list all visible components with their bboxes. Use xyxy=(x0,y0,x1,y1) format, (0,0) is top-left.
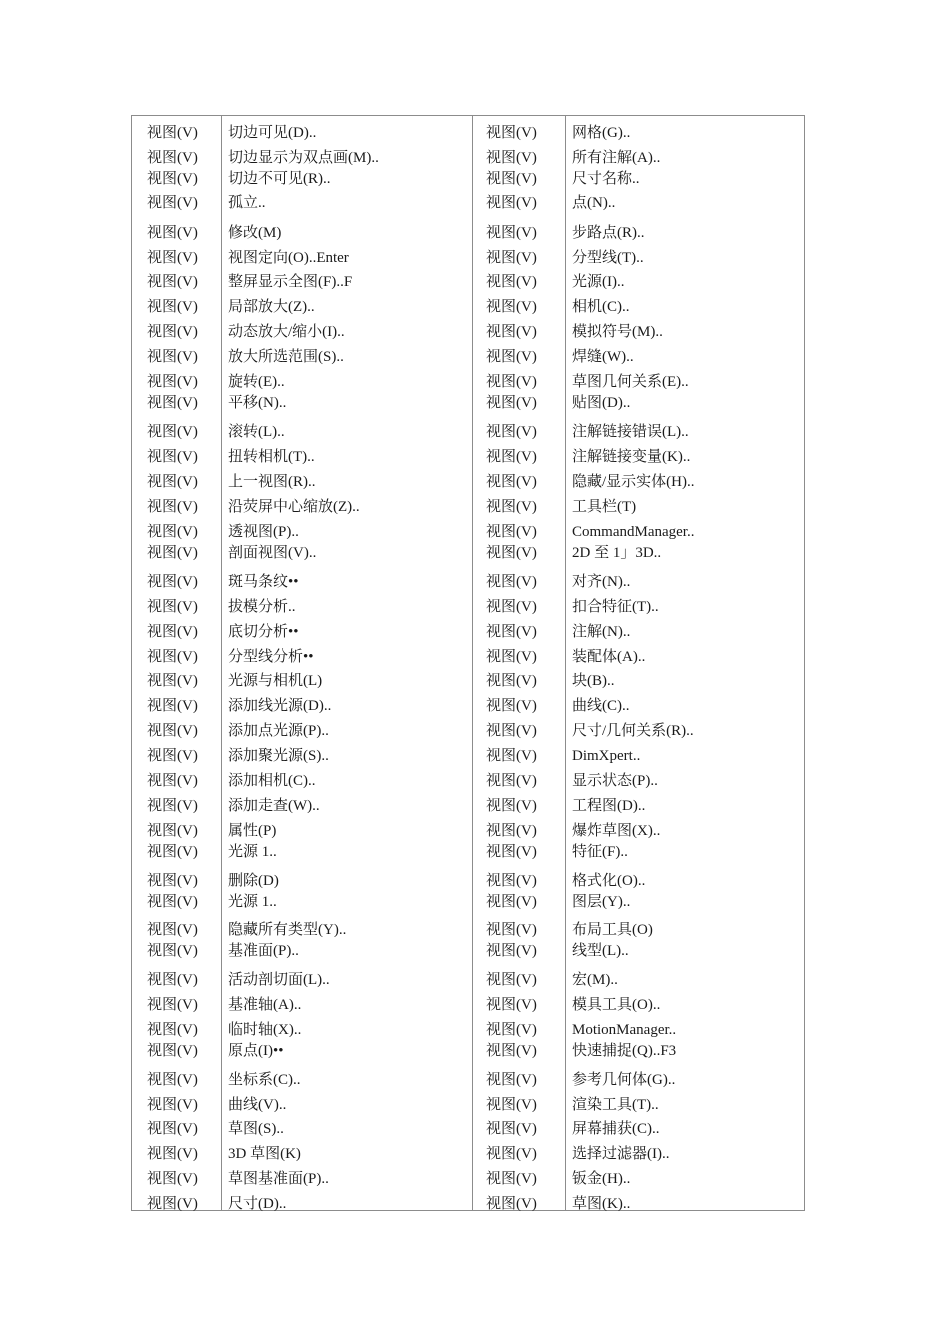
menu-cell: 视图(V) xyxy=(486,449,537,465)
menu-cell: 视图(V) xyxy=(147,1171,198,1187)
command-cell: 隐藏所有类型(Y).. xyxy=(228,922,347,938)
table-row xyxy=(132,1041,804,1061)
menu-cell: 视图(V) xyxy=(486,798,537,814)
command-cell: 注解链接变量(K).. xyxy=(572,449,691,465)
command-cell: 曲线(C).. xyxy=(572,698,630,714)
menu-cell: 视图(V) xyxy=(486,599,537,615)
command-cell: 旋转(E).. xyxy=(228,374,285,390)
menu-cell: 视图(V) xyxy=(147,1097,198,1113)
menu-cell: 视图(V) xyxy=(147,599,198,615)
table-row xyxy=(132,1194,804,1214)
menu-cell: 视图(V) xyxy=(147,673,198,689)
table-row xyxy=(132,497,804,517)
table-row xyxy=(132,622,804,642)
command-cell: 切边不可见(R).. xyxy=(228,171,331,187)
command-cell: 草图(S).. xyxy=(228,1121,284,1137)
command-cell: 光源 1.. xyxy=(228,844,277,860)
command-cell: CommandManager.. xyxy=(572,524,695,540)
menu-cell: 视图(V) xyxy=(486,545,537,561)
command-cell: 特征(F).. xyxy=(572,844,628,860)
table-row xyxy=(132,123,804,143)
menu-cell: 视图(V) xyxy=(486,324,537,340)
menu-cell: 视图(V) xyxy=(147,1072,198,1088)
command-cell: 渲染工具(T).. xyxy=(572,1097,659,1113)
menu-cell: 视图(V) xyxy=(147,424,198,440)
command-cell: MotionManager.. xyxy=(572,1022,677,1038)
menu-cell: 视图(V) xyxy=(486,972,537,988)
command-cell: 切边可见(D).. xyxy=(228,125,317,141)
table-row xyxy=(132,447,804,467)
table-row xyxy=(132,297,804,317)
command-cell: 宏(M).. xyxy=(572,972,618,988)
command-cell: 草图几何关系(E).. xyxy=(572,374,689,390)
menu-cell: 视图(V) xyxy=(147,324,198,340)
table-row xyxy=(132,522,804,542)
command-cell: 添加相机(C).. xyxy=(228,773,316,789)
command-cell: 块(B).. xyxy=(572,673,615,689)
menu-cell: 视图(V) xyxy=(486,1097,537,1113)
command-cell: 滚转(L).. xyxy=(228,424,285,440)
table-row xyxy=(132,647,804,667)
menu-cell: 视图(V) xyxy=(486,1043,537,1059)
command-cell: 基准面(P).. xyxy=(228,943,299,959)
menu-cell: 视图(V) xyxy=(486,1196,537,1212)
table-row xyxy=(132,721,804,741)
command-cell: 孤立.. xyxy=(228,195,266,211)
shortcut-table xyxy=(131,115,805,1211)
table-row xyxy=(132,543,804,563)
command-cell: 放大所选范围(S).. xyxy=(228,349,344,365)
command-cell: 对齐(N).. xyxy=(572,574,631,590)
command-cell: 原点(I)•• xyxy=(228,1043,284,1059)
command-cell: 格式化(O).. xyxy=(572,873,646,889)
command-cell: DimXpert.. xyxy=(572,748,641,764)
command-cell: 隐藏/显示实体(H).. xyxy=(572,474,695,490)
table-row xyxy=(132,322,804,342)
menu-cell: 视图(V) xyxy=(147,1196,198,1212)
menu-cell: 视图(V) xyxy=(486,524,537,540)
menu-cell: 视图(V) xyxy=(147,374,198,390)
table-row xyxy=(132,1070,804,1090)
command-cell: 拔模分析.. xyxy=(228,599,296,615)
table-row xyxy=(132,771,804,791)
menu-cell: 视图(V) xyxy=(147,474,198,490)
command-cell: 步路点(R).. xyxy=(572,225,645,241)
command-cell: 分型线(T).. xyxy=(572,250,644,266)
command-cell: 爆炸草图(X).. xyxy=(572,823,661,839)
command-cell: 斑马条纹•• xyxy=(228,574,299,590)
menu-cell: 视图(V) xyxy=(147,972,198,988)
table-row xyxy=(132,372,804,392)
menu-cell: 视图(V) xyxy=(486,997,537,1013)
command-cell: 添加线光源(D).. xyxy=(228,698,332,714)
menu-cell: 视图(V) xyxy=(486,250,537,266)
command-cell: 添加点光源(P).. xyxy=(228,723,329,739)
menu-cell: 视图(V) xyxy=(486,499,537,515)
menu-cell: 视图(V) xyxy=(486,673,537,689)
menu-cell: 视图(V) xyxy=(147,1121,198,1137)
menu-cell: 视图(V) xyxy=(486,171,537,187)
command-cell: 屏幕捕获(C).. xyxy=(572,1121,660,1137)
command-cell: 模拟符号(M).. xyxy=(572,324,663,340)
command-cell: 钣金(H).. xyxy=(572,1171,631,1187)
menu-cell: 视图(V) xyxy=(486,474,537,490)
menu-cell: 视图(V) xyxy=(486,698,537,714)
menu-cell: 视图(V) xyxy=(147,894,198,910)
command-cell: 光源与相机(L) xyxy=(228,673,323,689)
menu-cell: 视图(V) xyxy=(486,374,537,390)
command-cell: 添加聚光源(S).. xyxy=(228,748,329,764)
menu-cell: 视图(V) xyxy=(147,499,198,515)
menu-cell: 视图(V) xyxy=(486,922,537,938)
command-cell: 显示状态(P).. xyxy=(572,773,658,789)
table-row xyxy=(132,272,804,292)
table-row xyxy=(132,871,804,891)
table-row xyxy=(132,1119,804,1139)
menu-cell: 视图(V) xyxy=(486,873,537,889)
menu-cell: 视图(V) xyxy=(486,748,537,764)
menu-cell: 视图(V) xyxy=(147,395,198,411)
command-cell: 光源 1.. xyxy=(228,894,277,910)
menu-cell: 视图(V) xyxy=(147,624,198,640)
table-row xyxy=(132,746,804,766)
menu-cell: 视图(V) xyxy=(486,624,537,640)
table-row xyxy=(132,696,804,716)
menu-cell: 视图(V) xyxy=(486,125,537,141)
table-row xyxy=(132,941,804,961)
menu-cell: 视图(V) xyxy=(486,1121,537,1137)
command-cell: 属性(P) xyxy=(228,823,277,839)
menu-cell: 视图(V) xyxy=(147,723,198,739)
table-row xyxy=(132,248,804,268)
menu-cell: 视图(V) xyxy=(486,1022,537,1038)
table-row xyxy=(132,970,804,990)
menu-cell: 视图(V) xyxy=(486,299,537,315)
command-cell: 尺寸(D).. xyxy=(228,1196,287,1212)
menu-cell: 视图(V) xyxy=(147,449,198,465)
command-cell: 坐标系(C).. xyxy=(228,1072,301,1088)
command-cell: 相机(C).. xyxy=(572,299,630,315)
command-cell: 切边显示为双点画(M).. xyxy=(228,150,379,166)
menu-cell: 视图(V) xyxy=(486,574,537,590)
menu-cell: 视图(V) xyxy=(147,773,198,789)
command-cell: 添加走查(W).. xyxy=(228,798,320,814)
menu-cell: 视图(V) xyxy=(486,195,537,211)
menu-cell: 视图(V) xyxy=(147,823,198,839)
command-cell: 局部放大(Z).. xyxy=(228,299,315,315)
command-cell: 布局工具(O) xyxy=(572,922,653,938)
table-row xyxy=(132,193,804,213)
table-row xyxy=(132,1144,804,1164)
menu-cell: 视图(V) xyxy=(486,225,537,241)
command-cell: 工程图(D).. xyxy=(572,798,646,814)
menu-cell: 视图(V) xyxy=(486,844,537,860)
menu-cell: 视图(V) xyxy=(147,225,198,241)
menu-cell: 视图(V) xyxy=(486,943,537,959)
table-row xyxy=(132,1020,804,1040)
menu-cell: 视图(V) xyxy=(486,823,537,839)
table-row xyxy=(132,597,804,617)
command-cell: 2D 至 1」3D.. xyxy=(572,545,662,561)
menu-cell: 视图(V) xyxy=(486,1146,537,1162)
menu-cell: 视图(V) xyxy=(486,723,537,739)
command-cell: 平移(N).. xyxy=(228,395,287,411)
command-cell: 模具工具(O).. xyxy=(572,997,661,1013)
menu-cell: 视图(V) xyxy=(147,250,198,266)
menu-cell: 视图(V) xyxy=(486,150,537,166)
menu-cell: 视图(V) xyxy=(147,844,198,860)
menu-cell: 视图(V) xyxy=(486,274,537,290)
menu-cell: 视图(V) xyxy=(486,773,537,789)
command-cell: 快速捕捉(Q)..F3 xyxy=(572,1043,677,1059)
command-cell: 整屏显示全图(F)..F xyxy=(228,274,353,290)
command-cell: 曲线(V).. xyxy=(228,1097,287,1113)
menu-cell: 视图(V) xyxy=(147,299,198,315)
command-cell: 参考几何体(G).. xyxy=(572,1072,676,1088)
menu-cell: 视图(V) xyxy=(147,1022,198,1038)
menu-cell: 视图(V) xyxy=(147,1146,198,1162)
menu-cell: 视图(V) xyxy=(147,574,198,590)
menu-cell: 视图(V) xyxy=(486,424,537,440)
command-cell: 焊缝(W).. xyxy=(572,349,634,365)
command-cell: 3D 草图(K) xyxy=(228,1146,301,1162)
menu-cell: 视图(V) xyxy=(147,125,198,141)
menu-cell: 视图(V) xyxy=(147,649,198,665)
table-row xyxy=(132,1169,804,1189)
table-row xyxy=(132,1095,804,1115)
command-cell: 基准轴(A).. xyxy=(228,997,302,1013)
command-cell: 注解链接错误(L).. xyxy=(572,424,689,440)
command-cell: 选择过滤器(I).. xyxy=(572,1146,670,1162)
command-cell: 临时轴(X).. xyxy=(228,1022,302,1038)
menu-cell: 视图(V) xyxy=(147,524,198,540)
menu-cell: 视图(V) xyxy=(147,349,198,365)
command-cell: 上一视图(R).. xyxy=(228,474,316,490)
command-cell: 尺寸/几何关系(R).. xyxy=(572,723,694,739)
menu-cell: 视图(V) xyxy=(147,873,198,889)
table-row xyxy=(132,796,804,816)
command-cell: 扭转相机(T).. xyxy=(228,449,315,465)
menu-cell: 视图(V) xyxy=(147,698,198,714)
command-cell: 尺寸名称.. xyxy=(572,171,640,187)
table-row xyxy=(132,842,804,862)
command-cell: 光源(I).. xyxy=(572,274,625,290)
table-row xyxy=(132,671,804,691)
menu-cell: 视图(V) xyxy=(147,922,198,938)
command-cell: 草图基准面(P).. xyxy=(228,1171,329,1187)
command-cell: 线型(L).. xyxy=(572,943,629,959)
command-cell: 透视图(P).. xyxy=(228,524,299,540)
command-cell: 图层(Y).. xyxy=(572,894,631,910)
menu-cell: 视图(V) xyxy=(147,274,198,290)
menu-cell: 视图(V) xyxy=(486,395,537,411)
table-row xyxy=(132,347,804,367)
menu-cell: 视图(V) xyxy=(486,1171,537,1187)
command-cell: 所有注解(A).. xyxy=(572,150,661,166)
command-cell: 注解(N).. xyxy=(572,624,631,640)
command-cell: 活动剖切面(L).. xyxy=(228,972,330,988)
menu-cell: 视图(V) xyxy=(486,349,537,365)
command-cell: 剖面视图(V).. xyxy=(228,545,317,561)
menu-cell: 视图(V) xyxy=(486,649,537,665)
menu-cell: 视图(V) xyxy=(147,545,198,561)
command-cell: 视图定向(O)..Enter xyxy=(228,250,349,266)
table-row xyxy=(132,920,804,940)
menu-cell: 视图(V) xyxy=(147,150,198,166)
command-cell: 修改(M) xyxy=(228,225,282,241)
command-cell: 删除(D) xyxy=(228,873,279,889)
table-row xyxy=(132,169,804,189)
command-cell: 装配体(A).. xyxy=(572,649,646,665)
menu-cell: 视图(V) xyxy=(147,997,198,1013)
table-row xyxy=(132,995,804,1015)
command-cell: 草图(K).. xyxy=(572,1196,631,1212)
table-row xyxy=(132,148,804,168)
table-row xyxy=(132,223,804,243)
command-cell: 点(N).. xyxy=(572,195,616,211)
menu-cell: 视图(V) xyxy=(147,195,198,211)
table-row xyxy=(132,422,804,442)
menu-cell: 视图(V) xyxy=(147,943,198,959)
table-row xyxy=(132,821,804,841)
menu-cell: 视图(V) xyxy=(147,798,198,814)
menu-cell: 视图(V) xyxy=(147,1043,198,1059)
command-cell: 贴图(D).. xyxy=(572,395,631,411)
command-cell: 扣合特征(T).. xyxy=(572,599,659,615)
command-cell: 网格(G).. xyxy=(572,125,631,141)
table-row xyxy=(132,472,804,492)
menu-cell: 视图(V) xyxy=(147,748,198,764)
menu-cell: 视图(V) xyxy=(486,1072,537,1088)
table-row xyxy=(132,572,804,592)
table-row xyxy=(132,892,804,912)
menu-cell: 视图(V) xyxy=(147,171,198,187)
command-cell: 底切分析•• xyxy=(228,624,299,640)
command-cell: 工具栏(T) xyxy=(572,499,637,515)
command-cell: 分型线分析•• xyxy=(228,649,314,665)
command-cell: 动态放大/缩小(I).. xyxy=(228,324,345,340)
table-row xyxy=(132,393,804,413)
menu-cell: 视图(V) xyxy=(486,894,537,910)
command-cell: 沿荧屏中心缩放(Z).. xyxy=(228,499,360,515)
